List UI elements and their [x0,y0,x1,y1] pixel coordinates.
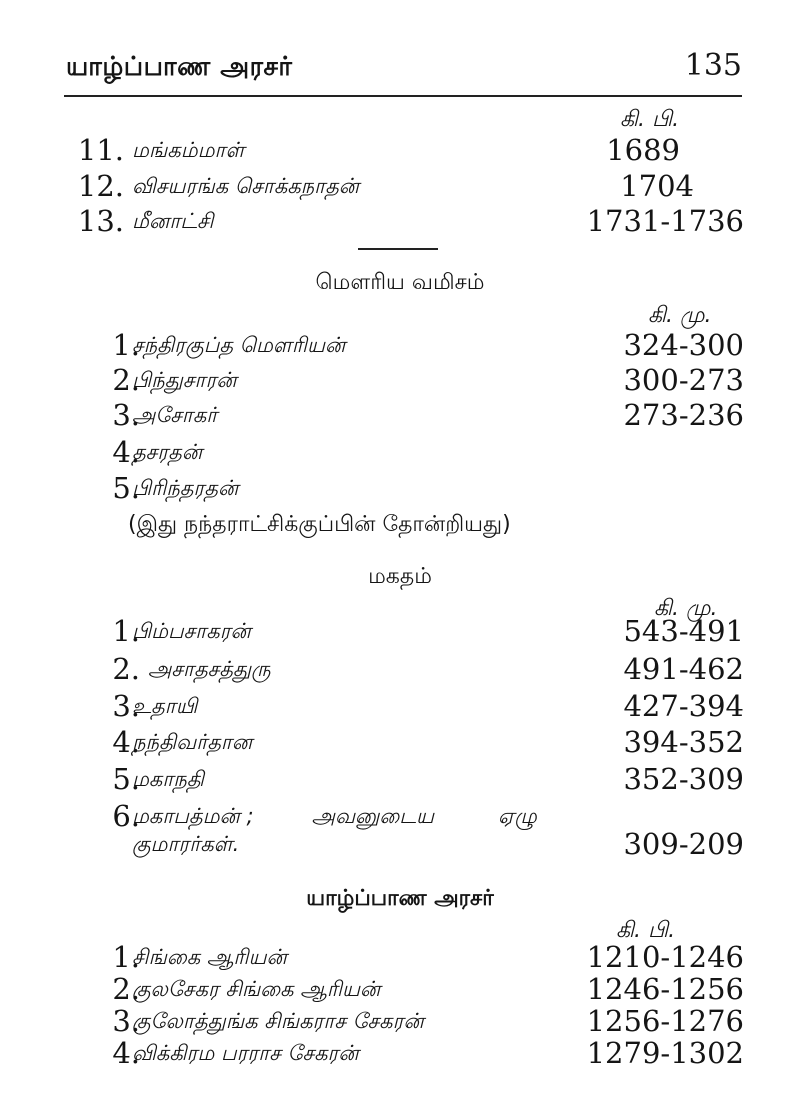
item-number: 1. [112,614,140,648]
list-item-years [60,826,744,862]
ruler-name: சந்திரகுப்த மௌரியன் [132,333,346,357]
ruler-name: பிந்துசாரன் [132,368,237,392]
ruler-name: மகாநதி [132,767,204,791]
ruler-name: குலோத்துங்க சிங்கராச சேகரன் [132,1009,424,1033]
ruler-name: மீனாட்சி [132,209,214,233]
ruler-name: அசாதசத்துரு [148,657,271,681]
ruler-name: உதாயி [132,694,198,718]
item-number: 4. [112,1036,140,1070]
reign-years: 543-491 [623,614,744,648]
reign-years: 1704 [620,169,694,203]
ruler-name: நந்திவர்தான [132,730,253,754]
ruler-name: விசயரங்க சொக்கநாதன் [132,174,360,198]
section-heading: யாழ்ப்பாண அரசர் [306,886,494,911]
ruler-name: விக்கிரம பரராச சேகரன் [132,1041,359,1065]
section-heading: மகதம் [368,564,432,589]
list-item [60,470,744,506]
era-label: கி. மு. [648,303,712,328]
item-number: 5. [112,471,140,505]
list-item [60,939,744,975]
ruler-name-continuation: குமாரர்கள். [132,832,240,856]
list-item [60,1003,744,1039]
running-header-title: யாழ்ப்பாண அரசர் [66,52,293,82]
item-number: 12. [77,169,124,203]
ruler-name: சிங்கை ஆரியன் [132,945,287,969]
era-label: கி. மு. [654,596,718,621]
item-number: 3. [112,689,140,723]
reign-years: 273-236 [623,398,744,432]
section-divider [358,248,438,250]
item-number: 13. [77,204,124,238]
ruler-name: தசரதன் [132,440,203,464]
item-number: 2. [112,363,140,397]
list-item [60,132,744,168]
item-number: 2. [112,652,140,686]
list-item [60,613,744,649]
list-item [60,434,744,470]
reign-years: 427-394 [623,689,744,723]
era-label: கி. பி. [616,918,676,943]
page-number: 135 [684,48,742,83]
list-item [60,327,744,363]
reign-years: 352-309 [623,762,744,796]
reign-years: 324-300 [623,328,744,362]
reign-years: 300-273 [623,363,744,397]
era-label: கி. பி. [620,107,680,132]
reign-years: 394-352 [623,725,744,759]
item-number: 4. [112,725,140,759]
list-item [60,651,744,687]
item-number: 3. [112,398,140,432]
reign-years: 1279-1302 [586,1036,744,1070]
item-number: 2. [112,972,140,1006]
reign-years: 1731-1736 [586,204,744,238]
reign-years: 1246-1256 [586,972,744,1006]
reign-years: 1256-1276 [586,1004,744,1038]
reign-years: 309-209 [623,827,744,861]
list-item [60,688,744,724]
ruler-name: அசோகர் [132,403,218,427]
name-part: ஏழு [498,804,537,828]
list-item [60,1035,744,1071]
ruler-name: குலசேகர சிங்கை ஆரியன் [132,977,381,1001]
list-item [60,761,744,797]
reign-years: 491-462 [623,652,744,686]
reign-years: 1210-1246 [586,940,744,974]
item-number: 3. [112,1004,140,1038]
reign-years: 1689 [606,133,680,167]
list-item [60,168,744,204]
item-number: 11. [77,133,124,167]
item-number: 6. [112,799,140,833]
ruler-name: பிரிந்தரதன் [132,476,239,500]
list-item [60,724,744,760]
name-part: அவனுடைய [311,804,435,828]
item-number: 1. [112,328,140,362]
list-item [60,971,744,1007]
item-number: 1. [112,940,140,974]
ruler-name: மங்கம்மாள் [132,138,245,162]
name-part: மகாபத்மன் ; [132,804,254,828]
list-item [60,362,744,398]
header-rule [64,95,742,97]
section-note: (இது நந்தராட்சிக்குப்பின் தோன்றியது) [128,512,511,537]
section-heading: மௌரிய வமிசம் [315,270,485,295]
ruler-name: பிம்பசாகரன் [132,619,251,643]
list-item [60,397,744,433]
item-number: 4. [112,435,140,469]
list-item [60,203,744,239]
item-number: 5. [112,762,140,796]
